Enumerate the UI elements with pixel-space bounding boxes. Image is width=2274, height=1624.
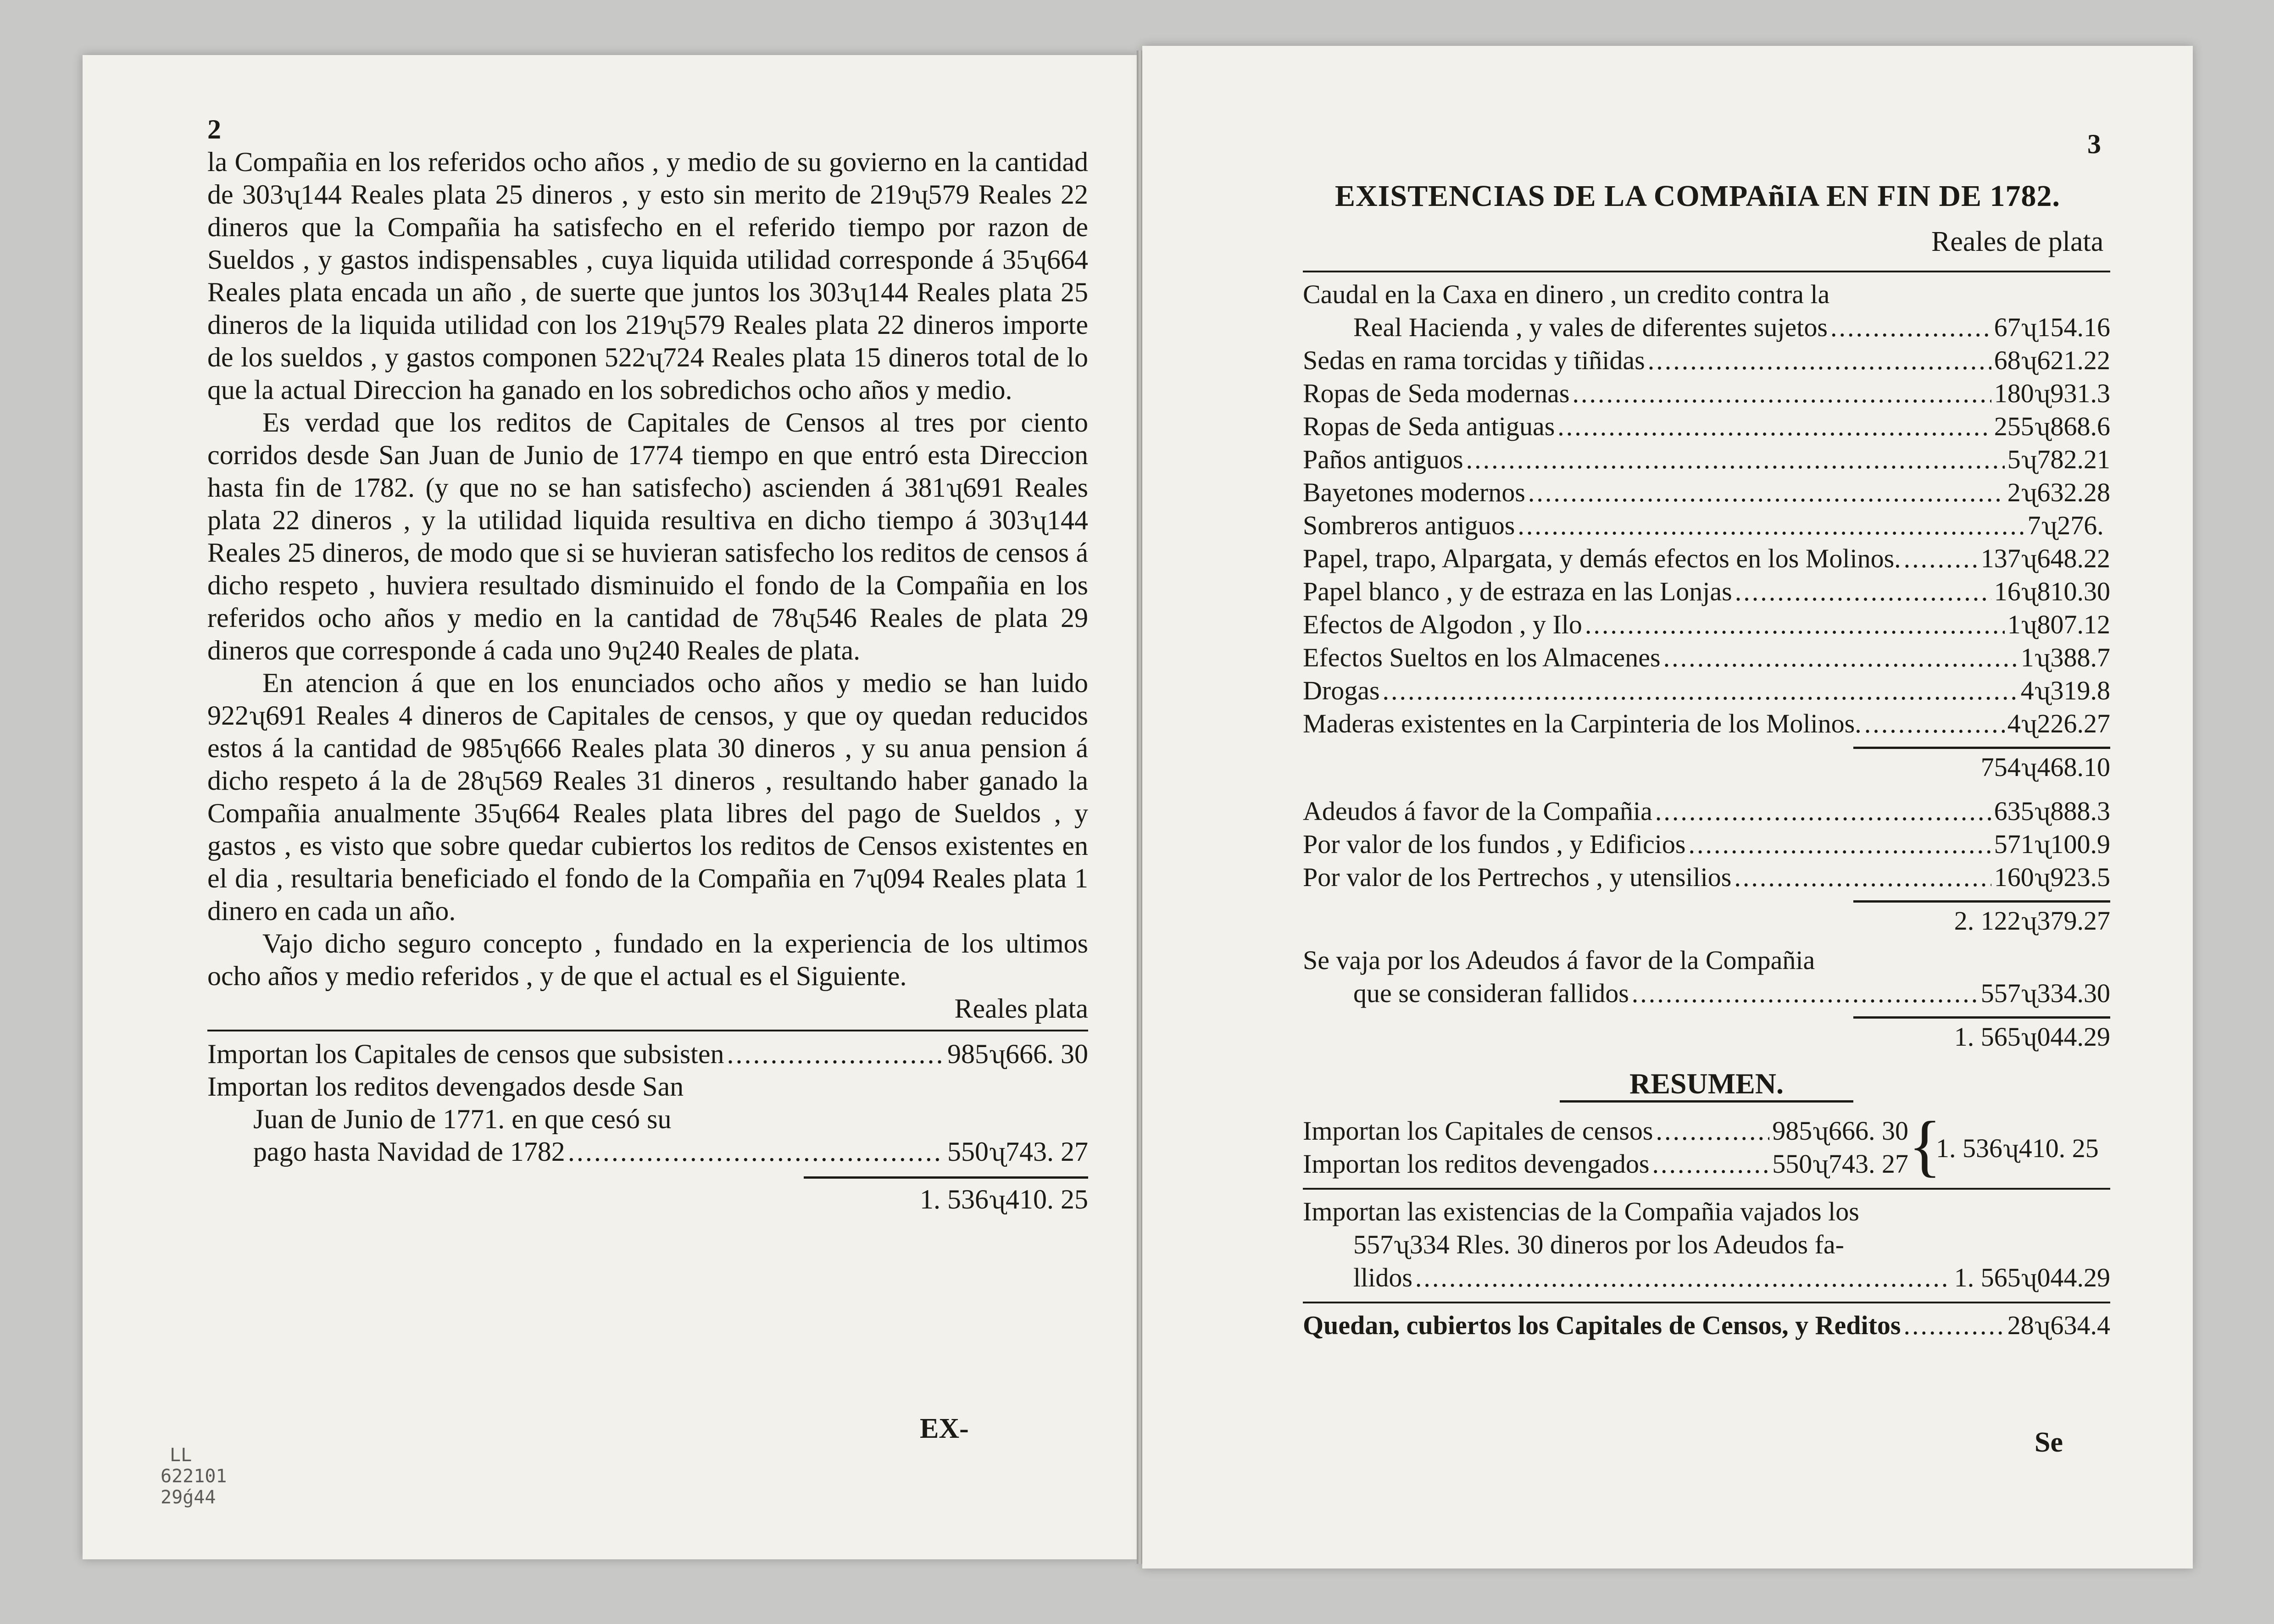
- leader-dots: [1557, 410, 1991, 443]
- existencia-item-label: Maderas existentes en la Carpinteria de los Molinos.: [1303, 709, 1862, 738]
- total-rule: [1853, 1016, 2110, 1019]
- adeudo-item-dineros: 3: [2097, 796, 2110, 826]
- leader-dots: [1585, 608, 2005, 641]
- divider: [207, 1030, 1088, 1031]
- resumen-reditos-amount: 550ʯ743. 27: [1772, 1149, 1908, 1179]
- leader-dots: [1903, 1309, 2004, 1342]
- paragraph-4: Vajo dicho seguro concepto , fundado en la experiencia de los ultimos ocho años y medio referidos , y de que el actual es el Siguiente.: [207, 928, 1088, 991]
- existencia-item-row: [1303, 674, 2110, 707]
- leader-dots: [1652, 1147, 1769, 1181]
- leader-dots: [1415, 1261, 1952, 1294]
- existencias-table: [1303, 271, 2110, 1342]
- existencia-item-dineros: 8: [2097, 676, 2110, 705]
- existencia-item-dineros: 30: [2084, 576, 2110, 606]
- right-page-number: 3: [2087, 129, 2101, 159]
- existencia-item-dineros: 22: [2084, 345, 2110, 375]
- leader-dots: [1572, 377, 1991, 410]
- vaja-dineros: 30: [2084, 978, 2110, 1008]
- right-catchword: Se: [2035, 1427, 2063, 1458]
- existencia-item-amount: 1ʯ388.: [2020, 643, 2097, 672]
- adeudo-item-row: [1303, 828, 2110, 861]
- existencias-row: [1303, 1261, 2110, 1294]
- subtotal-1-dineros: 10: [2084, 752, 2110, 782]
- leader-dots: [727, 1038, 945, 1070]
- adeudo-item-amount: 160ʯ923.: [1994, 862, 2097, 892]
- adeudo-item-label: Por valor de los fundos , y Edificios: [1303, 829, 1686, 859]
- subtotal-2-row: [1303, 904, 2110, 937]
- existencia-item-label: Paños antiguos: [1303, 444, 1463, 474]
- existencias-dineros: 29: [2084, 1263, 2110, 1292]
- pencil-note-2: 622101: [161, 1466, 227, 1487]
- vaja-line-1: Se vaja por los Adeudos á favor de la Compañia: [1303, 945, 1815, 975]
- existencia-item-amount: 180ʯ931.: [1994, 378, 2097, 408]
- leader-dots: [1688, 828, 1991, 861]
- total-1-amount: 1. 565ʯ044.: [1954, 1022, 2084, 1052]
- existencia-item-amount: 137ʯ648.: [1980, 543, 2084, 573]
- reditos-label-line-2: Juan de Junio de 1771. en que cesó su: [253, 1104, 672, 1134]
- existencia-item-amount: 16ʯ810.: [1994, 576, 2084, 606]
- reales-plata-heading: Reales plata: [954, 993, 1088, 1024]
- caudal-dineros: 16: [2084, 312, 2110, 342]
- existencia-item-row: [1303, 542, 2110, 575]
- paragraph-3: En atencion á que en los enunciados ocho años y medio se han luido 922ʯ691 Reales 4 dineros de Capitales de censos, y que oy quedan reducidos estos á la cantidad de 985ʯ666 Reales plata 30 dineros , y su anua pension á dicho respeto á la de 28ʯ569 Reales 31 dineros , resultando haber ganado la Compañia anualmente 35ʯ664 Reales plata libres del pago de Sueldos , y gastos , es visto que sobre quedar cubiertos los reditos de Censos existentes en el dia , resultaria beneficiado el fondo de la Compañia en 7ʯ094 Reales plata 1 dinero en cada un año.: [207, 668, 1088, 926]
- existencia-item-dineros: 22: [2084, 543, 2110, 573]
- existencia-item-row: [1303, 377, 2110, 410]
- left-total: 1. 536ʯ410. 25: [920, 1184, 1088, 1214]
- adeudo-item-label: Adeudos á favor de la Compañia: [1303, 796, 1652, 826]
- quedan-dineros: 4: [2097, 1310, 2110, 1340]
- existencia-item-row: [1303, 608, 2110, 641]
- leader-dots: [1383, 674, 2018, 707]
- census-summary: [207, 1038, 1088, 1216]
- resumen-reditos-label: Importan los reditos devengados: [1303, 1149, 1650, 1179]
- existencia-item-label: Efectos de Algodon , y Ilo: [1303, 610, 1582, 639]
- pencil-note-3: 29ǵ44: [161, 1487, 216, 1508]
- caudal-line-2: Real Hacienda , y vales de diferentes sujetos: [1353, 312, 1828, 342]
- leader-dots: [1655, 795, 1991, 828]
- existencias-items: [1303, 344, 2110, 740]
- leader-dots: [1656, 1114, 1770, 1147]
- vaja-line-2: que se consideran fallidos: [1353, 978, 1629, 1008]
- spacer: [1303, 937, 2110, 944]
- vaja-amount: 557ʯ334.: [1980, 978, 2084, 1008]
- pencil-note-1: LL: [170, 1445, 192, 1466]
- adeudo-item-row: [1303, 861, 2110, 894]
- leader-dots: [1735, 575, 1991, 608]
- left-page-body: [207, 146, 1088, 1216]
- divider: [1303, 271, 2110, 272]
- subtotal-rule: [1853, 900, 2110, 903]
- existencia-item-dineros: 21: [2084, 444, 2110, 474]
- existencia-item-dineros: 12: [2084, 610, 2110, 639]
- existencia-item-dineros: 27: [2084, 709, 2110, 738]
- leader-dots: [1663, 641, 2018, 674]
- quedan-amount: 28ʯ634.: [2007, 1310, 2097, 1340]
- existencia-item-dineros: 3: [2097, 378, 2110, 408]
- left-catchword: EX-: [920, 1413, 969, 1444]
- existencia-item-row: [1303, 509, 2110, 542]
- leader-dots: [1648, 344, 1991, 377]
- adeudo-item-dineros: 5: [2097, 862, 2110, 892]
- existencia-item-row: [1303, 476, 2110, 509]
- adeudo-item-amount: 571ʯ100.: [1994, 829, 2097, 859]
- capitales-amount: 985ʯ666. 30: [947, 1039, 1088, 1069]
- existencia-item-dineros: 7: [2097, 643, 2110, 672]
- existencia-item-label: Efectos Sueltos en los Almacenes: [1303, 643, 1661, 672]
- leader-dots: [1904, 542, 1978, 575]
- existencia-item-amount: 4ʯ319.: [2020, 676, 2097, 705]
- existencia-item-amount: 255ʯ868.: [1994, 411, 2097, 441]
- existencia-item-row: [1303, 443, 2110, 476]
- existencia-item-dineros: 6: [2097, 411, 2110, 441]
- page-title: EXISTENCIAS DE LA COMPAñIA EN FIN DE 1782.: [1335, 179, 2061, 213]
- pencil-shelfmark: [161, 1445, 227, 1508]
- total-1-row: [1303, 1020, 2110, 1053]
- existencia-item-row: [1303, 575, 2110, 608]
- resumen-capitales-amount: 985ʯ666. 30: [1772, 1116, 1908, 1146]
- caudal-amount: 67ʯ154.: [1994, 312, 2084, 342]
- leader-dots: [1466, 443, 2005, 476]
- total-1-dineros: 29: [2084, 1022, 2110, 1052]
- adeudo-item-dineros: 9: [2097, 829, 2110, 859]
- paragraph-2: Es verdad que los reditos de Capitales de Censos al tres por ciento corridos desde San Juan de Junio de 1774 tiempo en que entró esta Direccion hasta fin de 1782. (y que no se han satisfecho) ascienden á 381ʯ691 Reales plata 22 dineros , y la utilidad liquida resultiva en dicho tiempo á 303ʯ144 Reales 25 dineros, de modo que si se huvieran satisfecho los reditos de censos á dicho respeto , huviera resultado disminuido el fondo de la Compañia en los referidos ocho años y medio en la cantidad de 78ʯ546 Reales de plata 29 dineros que corresponde á cada uno 9ʯ240 Reales de plata.: [207, 407, 1088, 665]
- existencia-item-label: Drogas: [1303, 676, 1380, 705]
- leader-dots: [568, 1136, 945, 1168]
- capitales-row: [207, 1038, 1088, 1070]
- subtotal-2-dineros: 27: [2084, 906, 2110, 936]
- leader-dots: [1864, 707, 2005, 740]
- quedan-row: [1303, 1309, 2110, 1342]
- reditos-amount: 550ʯ743. 27: [947, 1136, 1088, 1167]
- existencia-item-label: Sombreros antiguos: [1303, 510, 1515, 540]
- subtotal-2-amount: 2. 122ʯ379.: [1954, 906, 2084, 936]
- caudal-line-1: Caudal en la Caxa en dinero , un credito contra la: [1303, 279, 1830, 309]
- existencias-amount: 1. 565ʯ044.: [1954, 1263, 2084, 1292]
- existencia-item-amount: 68ʯ621.: [1994, 345, 2084, 375]
- resumen-heading: RESUMEN.: [1629, 1067, 1784, 1100]
- subtotal-1-row: [1303, 751, 2110, 784]
- existencia-item-label: Sedas en rama torcidas y tiñidas: [1303, 345, 1645, 375]
- existencias-line-3: llidos: [1353, 1263, 1412, 1292]
- leader-dots: [1734, 861, 1991, 894]
- divider: [1303, 1188, 2110, 1190]
- resumen-reditos-row: [1303, 1147, 1908, 1181]
- vaja-row: [1303, 977, 2110, 1010]
- existencia-item-label: Papel, trapo, Alpargata, y demás efectos en los Molinos.: [1303, 543, 1901, 573]
- paragraph-1: la Compañia en los referidos ocho años , y medio de su govierno en la cantidad de 303ʯ144 Reales plata 25 dineros , y esto sin merito de 219ʯ579 Reales 22 dineros que la Compañia ha satisfecho en el referido tiempo por razon de Sueldos , y gastos indispensables , cuya liquida utilidad corresponde á 35ʯ664 Reales plata encada un año , de suerte que juntos los 303ʯ144 Reales plata 25 dineros de la liquida utilidad con los 219ʯ579 Reales plata 22 dineros importe de los sueldos , y gastos componen 522ʯ724 Reales plata 15 dineros total de lo que la actual Direccion ha ganado en los sobredichos ocho años y medio.: [207, 147, 1088, 405]
- adeudos-items: [1303, 795, 2110, 894]
- existencia-item-dineros: 28: [2084, 477, 2110, 507]
- leader-dots: [1632, 977, 1978, 1010]
- subtotal-1-amount: 754ʯ468.: [1980, 752, 2084, 782]
- existencia-item-amount: 5ʯ782.: [2007, 444, 2084, 474]
- existencia-item-label: Bayetones modernos: [1303, 477, 1525, 507]
- resumen-sum: 1. 536ʯ410. 25: [1936, 1133, 2099, 1163]
- leader-dots: [1830, 311, 1991, 344]
- reditos-label-line-1: Importan los reditos devengados desde San: [207, 1071, 684, 1102]
- adeudo-item-label: Por valor de los Pertrechos , y utensilios: [1303, 862, 1732, 892]
- resumen-block: [1303, 1108, 2110, 1184]
- total-rule: [804, 1176, 1088, 1179]
- existencias-line-1: Importan las existencias de la Compañia vajados los: [1303, 1197, 1859, 1226]
- resumen-capitales-label: Importan los Capitales de censos: [1303, 1116, 1653, 1146]
- reditos-label-line-3: pago hasta Navidad de 1782: [253, 1136, 565, 1167]
- quedan-label: Quedan, cubiertos los Capitales de Censos, y Reditos: [1303, 1310, 1901, 1340]
- existencia-item-amount: 7ʯ276.: [2027, 510, 2104, 540]
- existencia-item-row: [1303, 344, 2110, 377]
- divider: [1303, 1302, 2110, 1303]
- capitales-label: Importan los Capitales de censos que subsisten: [207, 1039, 724, 1069]
- existencia-item-row: [1303, 707, 2110, 740]
- reditos-row: [207, 1136, 1088, 1168]
- leader-dots: [1518, 509, 2024, 542]
- adeudo-item-amount: 635ʯ888.: [1994, 796, 2097, 826]
- existencia-item-amount: 2ʯ632.: [2007, 477, 2084, 507]
- left-page-number: 2: [207, 114, 221, 144]
- existencia-item-label: Ropas de Seda antiguas: [1303, 411, 1555, 441]
- spacer: [1303, 784, 2110, 795]
- existencia-item-label: Ropas de Seda modernas: [1303, 378, 1570, 408]
- existencia-item-amount: 4ʯ226.: [2007, 709, 2084, 738]
- existencia-item-row: [1303, 641, 2110, 674]
- leader-dots: [1528, 476, 2005, 509]
- existencia-item-label: Papel blanco , y de estraza en las Lonjas: [1303, 576, 1732, 606]
- existencia-item-amount: 1ʯ807.: [2007, 610, 2084, 639]
- subtotal-rule: [1853, 747, 2110, 749]
- caudal-row: [1303, 311, 2110, 344]
- adeudo-item-row: [1303, 795, 2110, 828]
- resumen-capitales-row: [1303, 1114, 1908, 1147]
- reales-de-plata-heading: Reales de plata: [1931, 226, 2104, 257]
- existencias-line-2: 557ʯ334 Rles. 30 dineros por los Adeudos fa-: [1353, 1230, 1844, 1259]
- brace: {: [1908, 1108, 1941, 1184]
- existencia-item-row: [1303, 410, 2110, 443]
- resumen-underline: [1560, 1100, 1853, 1103]
